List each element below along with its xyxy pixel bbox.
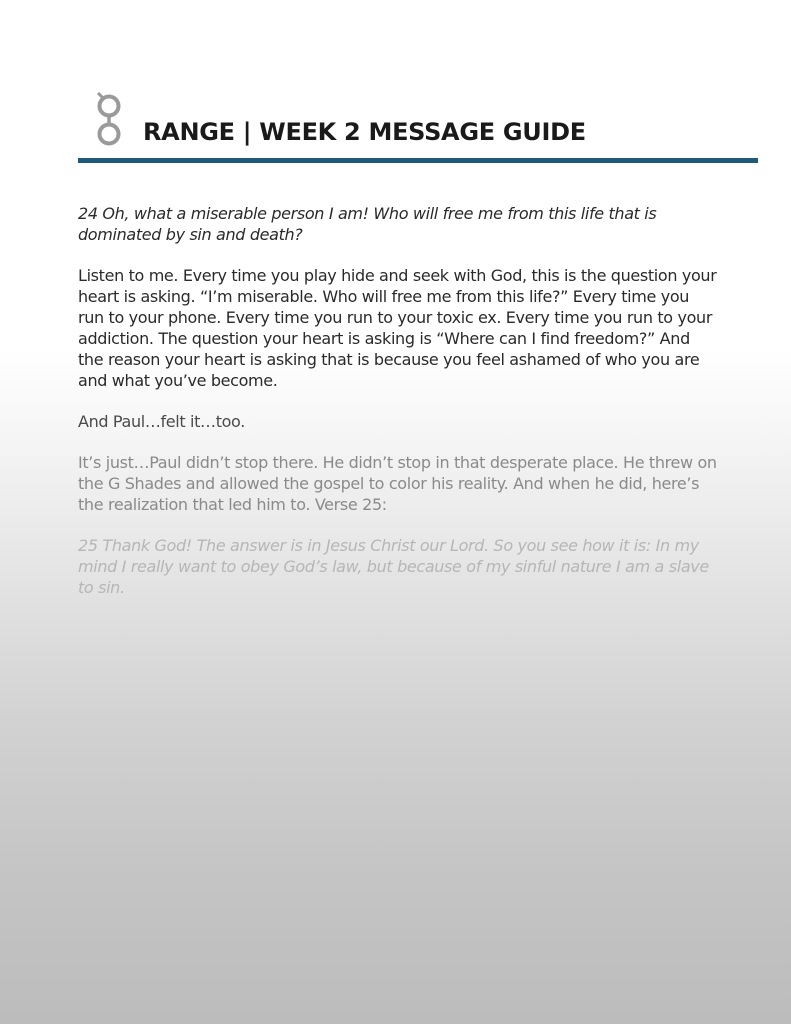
- page-header: [78, 88, 758, 160]
- verse-24: 24 Oh, what a miserable person I am! Who will free me from this life that is dominated by sin and death?: [78, 204, 657, 244]
- header-divider: [78, 158, 758, 163]
- page-title: RANGE | WEEK 2 MESSAGE GUIDE: [143, 118, 586, 146]
- paragraph-3: It’s just…Paul didn’t stop there. He didn’t stop in that desperate place. He threw on the G Shades and allowed the gospel to color his reality. And when he did, here’s the realization that led him to. Verse 25:: [78, 453, 717, 514]
- glasses-logo-icon: [94, 92, 124, 150]
- paragraph-2: And Paul…felt it…too.: [78, 412, 245, 431]
- verse-25: 25 Thank God! The answer is in Jesus Christ our Lord. So you see how it is: In my mind I really want to obey God’s law, but because of my sinful nature I am a slave to sin.: [78, 536, 709, 597]
- message-body: [78, 203, 718, 618]
- paragraph-1: Listen to me. Every time you play hide and seek with God, this is the question your heart is asking. “I’m miserable. Who will free me from this life?” Every time you run to your phone. Every time you run to your toxic ex. Every time you run to your addiction. The question your heart is asking is “Where can I find freedom?” And the reason your heart is asking that is because you feel ashamed of who you are and what you’ve become.: [78, 266, 717, 390]
